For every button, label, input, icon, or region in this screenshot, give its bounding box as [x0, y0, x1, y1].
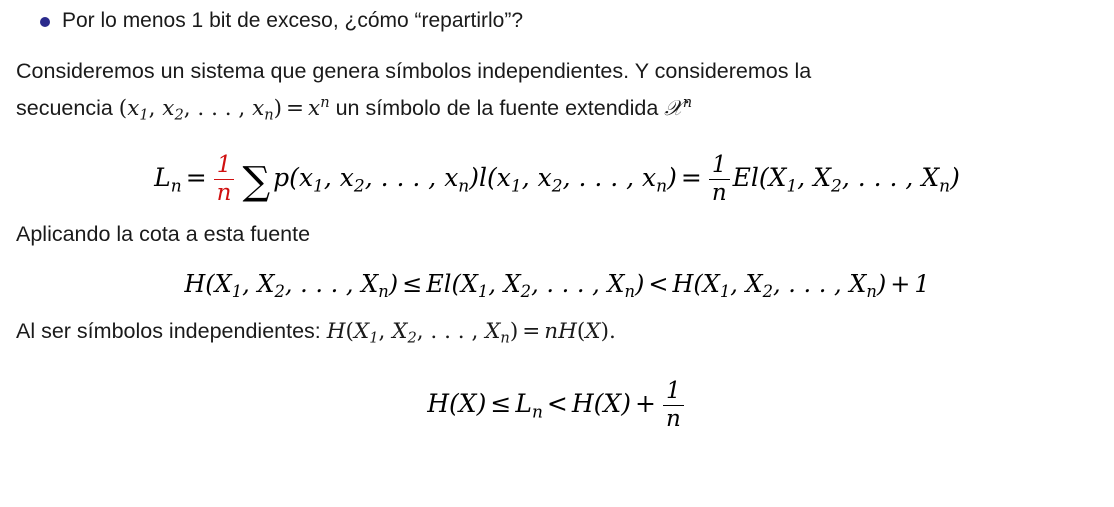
equation-bounds-middle: $El(X_1$, $X_2$, . . . , $X_n$) [426, 270, 645, 302]
paragraph-independent-symbols [16, 316, 1096, 354]
equation-ln-lhs: $L_n$ [154, 162, 182, 197]
slide-canvas [0, 6, 1114, 507]
equation-ln-fraction-one-over-n: $\frac{1}{n}$ [214, 153, 235, 206]
inline-math-sequence: ($x_1$, $x_2$, . . . , $x_n) = x^n$ [118, 94, 330, 124]
equation-final-relation-1: ≤ [490, 389, 512, 419]
equation-final-right: H(X) + [571, 389, 656, 419]
equation-ln-definition: $L_n$ = $\frac{1}{n}$ ∑ $p(x_1$, $x_2$, . . . , $x_n)l(x_1$, $x_2$, . . . , $x_n$) = $\frac{1}{n}$ $El(X_1$, $X_2$, . . . , $X_n$) [154, 151, 960, 206]
equation-ln-rhs: $El(X_1$, $X_2$, . . . , $X_n$) [732, 162, 960, 197]
equation-entropy-bounds [0, 270, 1114, 301]
summation-icon: ∑ [242, 159, 271, 205]
inline-math-joint-entropy: $H(X_1$, $X_2$, . . . , $X_n) = nH(X)$. [326, 318, 616, 347]
equation-final-middle: $L_n$ [515, 389, 543, 423]
paragraph-intro-line1: Consideremos un sistema que genera símbolos independientes. Y consideremos la [16, 59, 812, 83]
equation-final-left: H(X) [427, 389, 487, 419]
equation-final-bound [0, 379, 1114, 432]
paragraph-independent-symbols-text: Al ser símbolos independientes: [16, 318, 327, 343]
equation-bounds-relation-2: < [648, 270, 669, 299]
bullet-item-label: Por lo menos 1 bit de exceso, ¿cómo “repartirlo”? [62, 9, 524, 32]
bullet-item [40, 6, 1114, 36]
equation-ln-fraction-two: $\frac{1}{n}$ [709, 153, 730, 206]
equation-ln-body: $p(x_1$, $x_2$, . . . , $x_n)l(x_1$, $x_2$, . . . , $x_n$) [273, 162, 677, 197]
equation-final-relation-2: < [546, 389, 568, 419]
paragraph-applying-bound: Aplicando la cota a esta fuente [16, 222, 311, 247]
inline-math-extended-source: 𝒳$^n$ [664, 94, 693, 122]
equation-bounds-relation-1: ≤ [402, 270, 423, 299]
paragraph-intro [16, 56, 1096, 131]
equation-bounds-left: $H(X_1$, $X_2$, . . . , $X_n$) [184, 270, 399, 302]
equation-bounds-right: $H(X_1$, $X_2$, . . . , $X_n) + 1$ [672, 270, 930, 302]
paragraph-intro-line2-mid: un símbolo de la fuente extendida [329, 96, 665, 121]
equation-final-fraction-one-over-n: $\frac{1}{n}$ [663, 379, 684, 432]
paragraph-intro-line2-prefix: secuencia [16, 96, 119, 121]
bullet-dot-icon [40, 17, 50, 27]
